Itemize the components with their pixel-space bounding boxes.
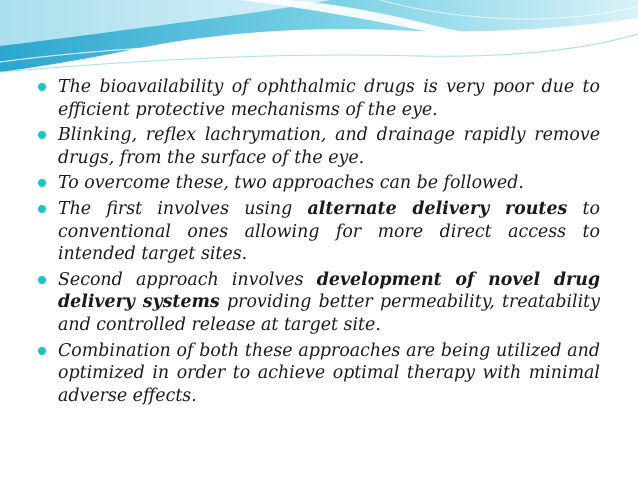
bullet-text-bold: development of novel drug delivery systems (58, 269, 601, 313)
bullet-item-3 (38, 172, 600, 195)
bullet-text: To overcome these, two approaches can be followed. (58, 173, 524, 194)
bullet-item-5 (38, 269, 600, 337)
bullet-text-bold: alternate delivery routes (307, 198, 568, 219)
header-wave-decoration (0, 0, 638, 80)
bullet-text-before: Second approach involves (58, 269, 317, 290)
bullet-text: Blinking, reflex lachrymation, and drainage rapidly remove drugs, from the surface of the eye. (58, 125, 600, 168)
bullet-dot-icon (38, 205, 46, 213)
bullet-list (38, 76, 600, 410)
bullet-text-after: to conventional ones allowing for more direct access to intended target sites. (58, 198, 600, 265)
bullet-dot-icon (38, 131, 46, 139)
bullet-item-1 (38, 76, 600, 121)
bullet-text: Combination of both these approaches are being utilized and optimized in order to achieve optimal therapy with minimal adverse effects. (58, 340, 600, 406)
bullet-text-before: The first involves using (58, 198, 308, 219)
bullet-item-6 (38, 340, 600, 408)
bullet-item-4 (38, 198, 600, 266)
bullet-dot-icon (38, 179, 46, 187)
bullet-text-after: providing better permeability, treatability and controlled release at target site. (58, 292, 600, 335)
bullet-item-2 (38, 124, 600, 169)
bullet-dot-icon (38, 83, 46, 91)
bullet-text: The bioavailability of ophthalmic drugs is very poor due to efficient protective mechanisms of the eye. (58, 77, 600, 120)
bullet-dot-icon (38, 276, 46, 284)
bullet-dot-icon (38, 347, 46, 355)
